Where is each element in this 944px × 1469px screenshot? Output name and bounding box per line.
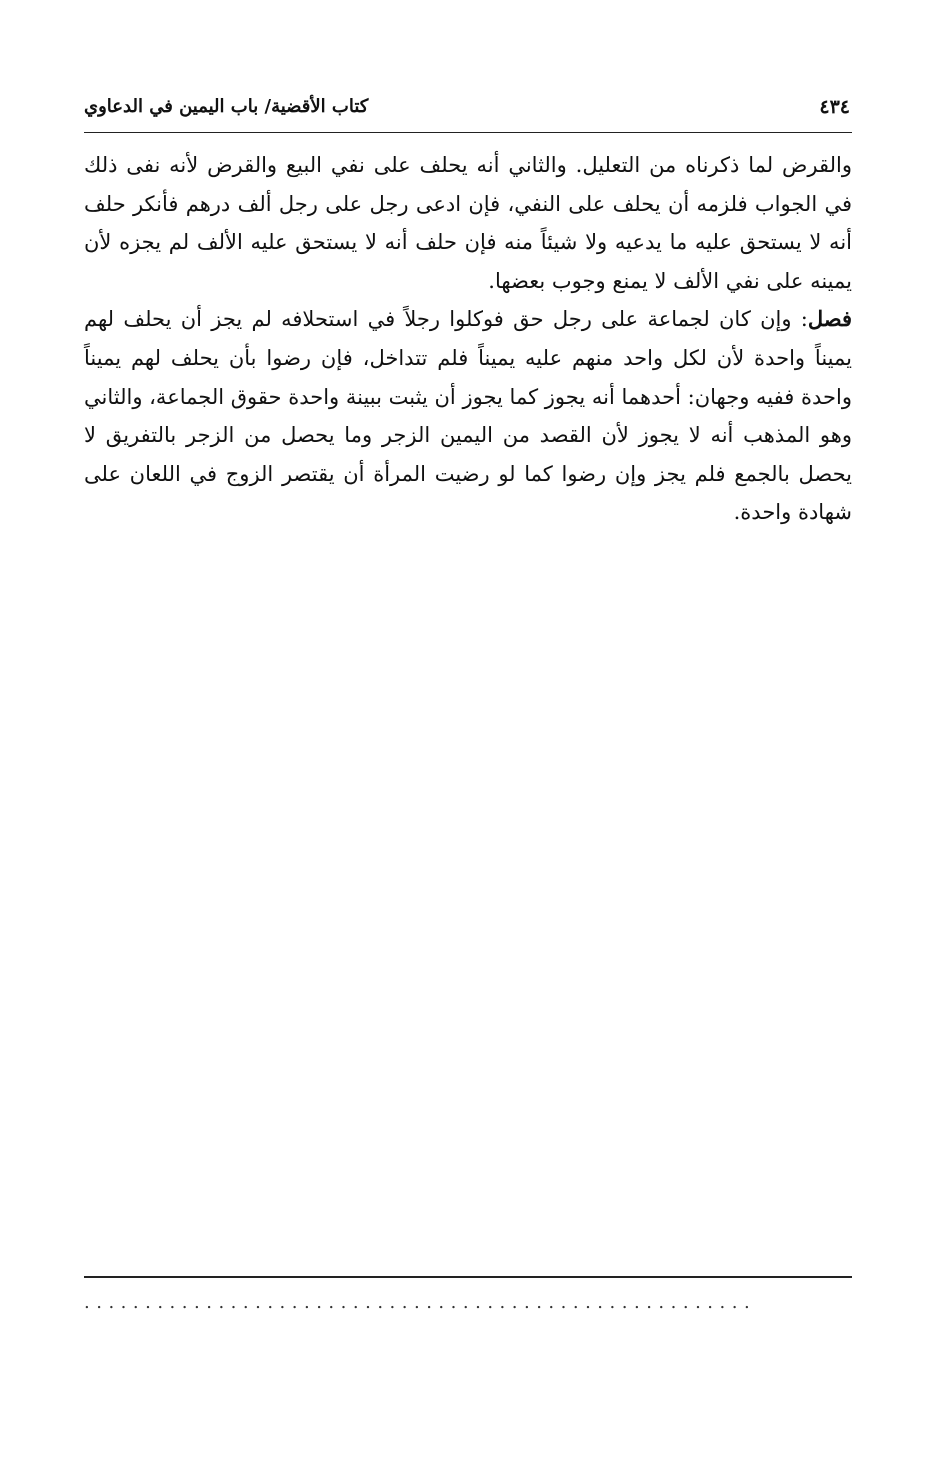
paragraph-1: والقرض لما ذكرناه من التعليل. والثاني أنه يحلف على نفي البيع والقرض لأنه نفى ذلك في الجواب فلزمه أن يحلف على النفي، فإن ادعى رجل على رجل ألف درهم فأنكر حلف أنه لا يستحق عليه ما يدعيه ولا شيئاً منه فإن حلف أنه لا يستحق عليه الألف لم يجزه لأن يمينه على نفي الألف لا يمنع وجوب بعضها.: [84, 153, 852, 293]
page-header: [84, 92, 852, 126]
main-text: [84, 146, 852, 532]
page-number: ٤٣٤: [819, 96, 850, 118]
running-title: كتاب الأقضية/ باب اليمين في الدعاوي: [84, 96, 369, 117]
footnote-rule: [84, 1276, 852, 1278]
header-rule: [84, 132, 852, 133]
paragraph-2: [84, 300, 852, 532]
paragraph-2-text: : وإن كان لجماعة على رجل حق فوكلوا رجلاً في استحلافه لم يجز أن يحلف لهم يميناً واحدة لأن لكل واحد منهم عليه يميناً فلم تتداخل، فإن رضوا بأن يحلف لهم يميناً واحدة ففيه وجهان: أحدهما أنه يجوز كما يجوز أن يثبت ببينة واحدة حقوق الجماعة، والثاني وهو المذهب أنه لا يجوز لأن القصد من اليمين الزجر وما يحصل من الزجر بالتفريق لا يحصل بالجمع فلم يجز وإن رضوا كما لو رضيت المرأة أن يقتصر الزوج في اللعان على شهادة واحدة.: [84, 307, 852, 525]
section-heading-fasl: فصل: [807, 306, 852, 332]
footnote-dotted-line: .......................................................: [84, 1292, 757, 1313]
